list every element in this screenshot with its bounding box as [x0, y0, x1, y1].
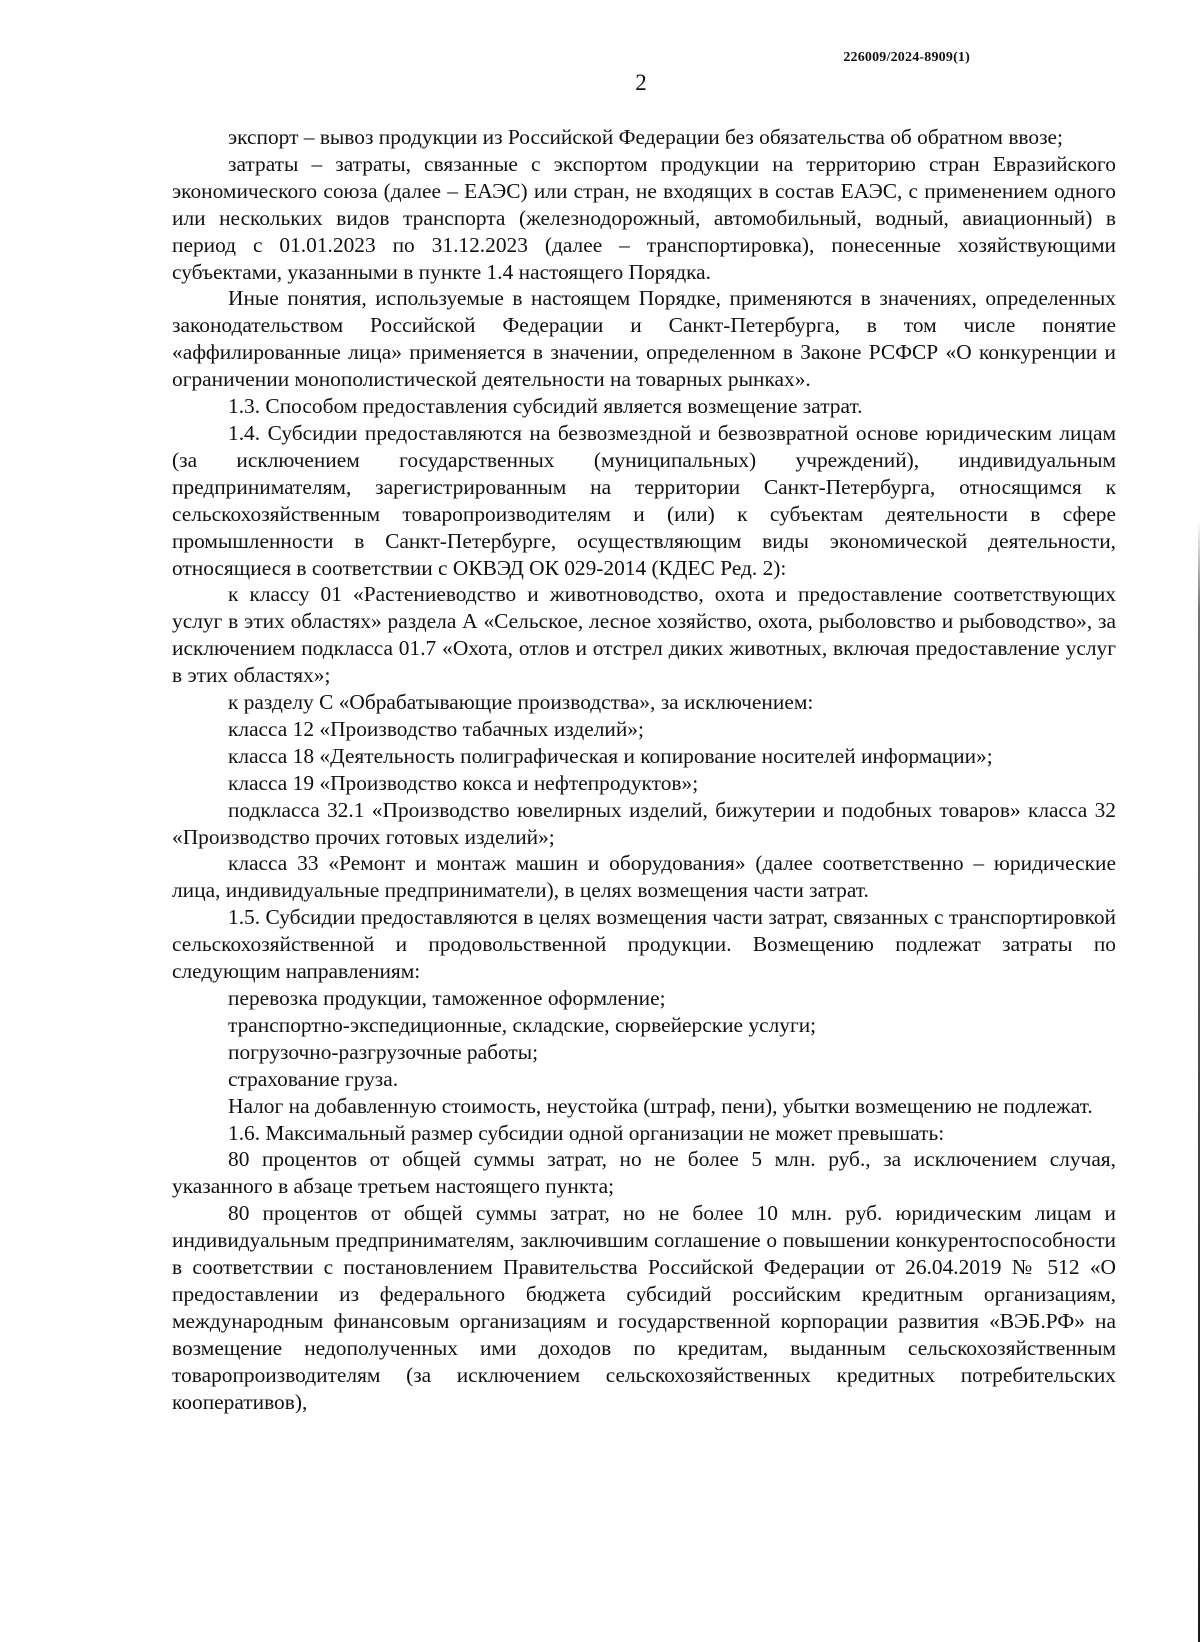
- paragraph-costs-definition: затраты – затраты, связанные с экспортом продукции на территорию стран Евразийского экономического союза (далее – ЕАЭС) или стран, не входящих в состав ЕАЭС, с применением одного или нескольких видов транспорта (железнодорожный, автомобильный, водный, авиационный) в период с 01.01.2023 по 31.12.2023 (далее – транспортировка), понесенные хозяйствующими субъектами, указанными в пункте 1.4 настоящего Порядка.: [172, 151, 1116, 284]
- paragraph-1-5: 1.5. Субсидии предоставляются в целях возмещения части затрат, связанных с транспортировкой сельскохозяйственной и продовольственной продукции. Возмещению подлежат затраты по следующим направлениям:: [172, 905, 1116, 984]
- paragraph-cost-loading: погрузочно-разгрузочные работы;: [228, 1039, 539, 1064]
- paragraph-other-terms: Иные понятия, используемые в настоящем Порядке, применяются в значениях, определенных законодательством Российской Федерации и Санкт-Петербурга, в том числе понятие «аффилированные лица» применяется в значении, определенном в Законе РСФСР «О конкуренции и ограничении монополистической деятельности на товарных рынках».: [172, 286, 1116, 392]
- paragraph-class-18: класса 18 «Деятельность полиграфическая и копирование носителей информации»;: [228, 743, 993, 768]
- paragraph-cost-services: транспортно-экспедиционные, складские, сюрвейерские услуги;: [228, 1012, 817, 1037]
- paragraph-vat-exclusion: Налог на добавленную стоимость, неустойка (штраф, пени), убытки возмещению не подлежат.: [228, 1093, 1093, 1118]
- paragraph-cost-insurance: страхование груза.: [228, 1066, 399, 1091]
- paragraph-export-definition: экспорт – вывоз продукции из Российской Федерации без обязательства об обратном ввозе;: [228, 125, 1063, 149]
- paragraph-class-19: класса 19 «Производство кокса и нефтепродуктов»;: [228, 770, 699, 795]
- document-body: [172, 124, 1116, 1416]
- paragraph-class-12: класса 12 «Производство табачных изделий»;: [228, 716, 644, 741]
- page-number: 2: [635, 70, 647, 95]
- paragraph-1-6: 1.6. Максимальный размер субсидии одной организации не может превышать:: [228, 1120, 945, 1145]
- paragraph-1-4: 1.4. Субсидии предоставляются на безвозмездной и безвозвратной основе юридическим лицам (за исключением государственных (муниципальных) учреждений), индивидуальным предпринимателям, зарегистрированным на территории Санкт-Петербурга, относящимся к сельскохозяйственным товаропроизводителям и (или) к субъектам деятельности в сфере промышленности в Санкт-Петербурге, осуществляющим виды экономической деятельности, относящиеся в соответствии с ОКВЭД ОК 029-2014 (КДЕС Ред. 2):: [172, 420, 1116, 580]
- paragraph-section-c: к разделу С «Обрабатывающие производства», за исключением:: [228, 690, 814, 715]
- paragraph-class-01: к классу 01 «Растениеводство и животноводство, охота и предоставление соответствующих услуг в этих областях» раздела А «Сельское, лесное хозяйство, охота, рыболовство и рыбоводство», за исключением подкласса 01.7 «Охота, отлов и отстрел диких животных, включая предоставление услуг в этих областях»;: [172, 582, 1116, 688]
- paragraph-1-3: 1.3. Способом предоставления субсидий является возмещение затрат.: [228, 394, 863, 419]
- paragraph-class-33: класса 33 «Ремонт и монтаж машин и оборудования» (далее соответственно – юридические лица, индивидуальные предприниматели), в целях возмещения части затрат.: [172, 851, 1116, 903]
- paragraph-cost-transport: перевозка продукции, таможенное оформление;: [228, 986, 666, 1010]
- paragraph-limit-10m: 80 процентов от общей суммы затрат, но не более 10 млн. руб. юридическим лицам и индивидуальным предпринимателям, заключившим соглашение о повышении конкурентоспособности в соответствии с постановлением Правительства Российской Федерации от 26.04.2019 № 512 «О предоставлении из федерального бюджета субсидий российским кредитным организациям, международным финансовым организациям и государственной корпорации развития «ВЭБ.РФ» на возмещение недополученных ими доходов по кредитам, выданным сельскохозяйственным товаропроизводителям (за исключением сельскохозяйственных кредитных потребительских кооперативов),: [172, 1201, 1116, 1414]
- paragraph-limit-5m: 80 процентов от общей суммы затрат, но не более 5 млн. руб., за исключением случая, указанного в абзаце третьем настоящего пункта;: [172, 1147, 1116, 1199]
- paragraph-subclass-32-1: подкласса 32.1 «Производство ювелирных изделий, бижутерии и подобных товаров» класса 32 «Производство прочих готовых изделий»;: [172, 797, 1116, 849]
- document-number: 226009/2024-8909(1): [843, 50, 970, 65]
